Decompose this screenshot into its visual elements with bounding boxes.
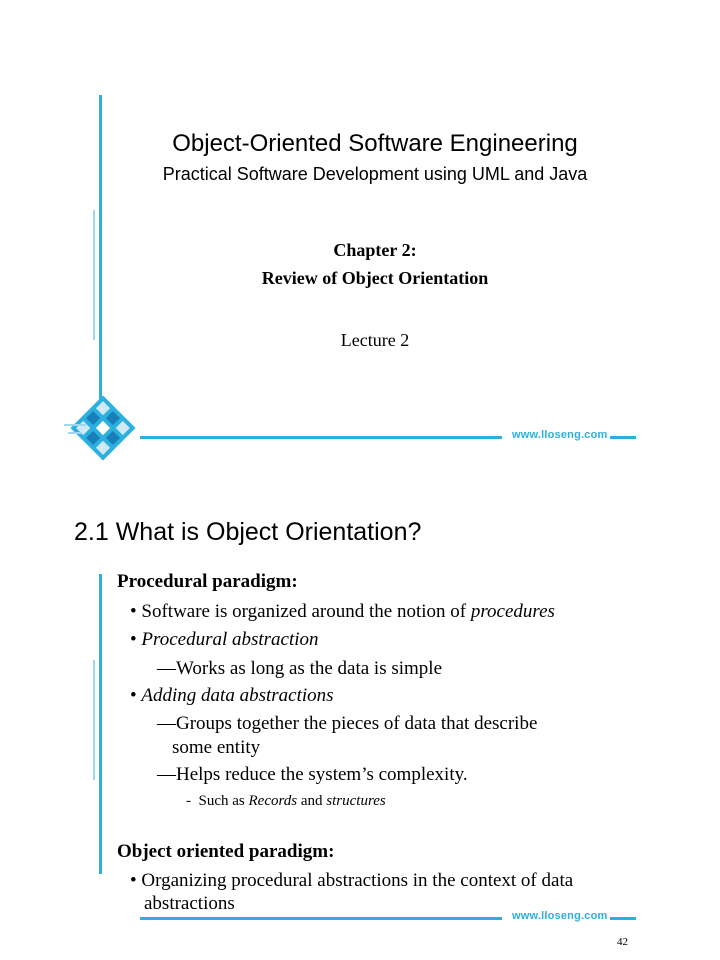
chapter-number: Chapter 2: — [333, 240, 417, 260]
sub-list-item-continuation: some entity — [172, 737, 261, 758]
book-title: Object-Oriented Software Engineering — [172, 130, 578, 157]
slide-heading: 2.1 What is Object Orientation? — [74, 518, 422, 546]
page-number: 42 — [617, 936, 628, 948]
lecture-label: Lecture 2 — [340, 330, 410, 350]
content-vertical-rule-2 — [93, 660, 95, 780]
title-slide-horizontal-rule-end — [610, 436, 636, 439]
bullet-icon: • — [130, 601, 137, 622]
list-item: • Procedural abstraction — [130, 629, 319, 650]
book-subtitle: Practical Software Development using UML and Java — [162, 164, 588, 184]
sub-list-item: —Groups together the pieces of data that describe — [157, 713, 538, 734]
content-vertical-rule — [99, 574, 102, 874]
list-item: • Organizing procedural abstractions in the context of data — [130, 870, 574, 891]
title-slide-vertical-rule-2 — [93, 210, 95, 340]
footer-horizontal-rule — [140, 917, 502, 920]
list-item: • Adding data abstractions — [130, 685, 334, 706]
footer-horizontal-rule-end — [610, 917, 636, 920]
sub-sub-list-item: - Such as Records and structures — [186, 793, 386, 809]
dash-icon: — — [157, 713, 176, 734]
list-item-continuation: abstractions — [144, 893, 235, 914]
sub-list-item: —Helps reduce the system’s complexity. — [157, 764, 468, 785]
hyphen-icon: - — [186, 793, 191, 809]
bullet-icon: • — [130, 870, 137, 891]
bullet-icon: • — [130, 685, 137, 706]
list-item: • Software is organized around the notion of procedures — [130, 601, 555, 622]
sub-list-item: —Works as long as the data is simple — [157, 658, 443, 679]
title-slide-horizontal-rule — [140, 436, 502, 439]
dash-icon: — — [157, 764, 176, 785]
section-procedural-paradigm: Procedural paradigm: — [117, 571, 298, 592]
bullet-icon: • — [130, 629, 137, 650]
website-label-footer: www.lloseng.com — [512, 910, 608, 922]
section-object-oriented-paradigm: Object oriented paradigm: — [117, 841, 335, 862]
chapter-title: Review of Object Orientation — [261, 268, 489, 288]
website-label: www.lloseng.com — [512, 429, 608, 441]
dash-icon: — — [157, 658, 176, 679]
lloseng-logo-mosaic — [58, 388, 158, 468]
